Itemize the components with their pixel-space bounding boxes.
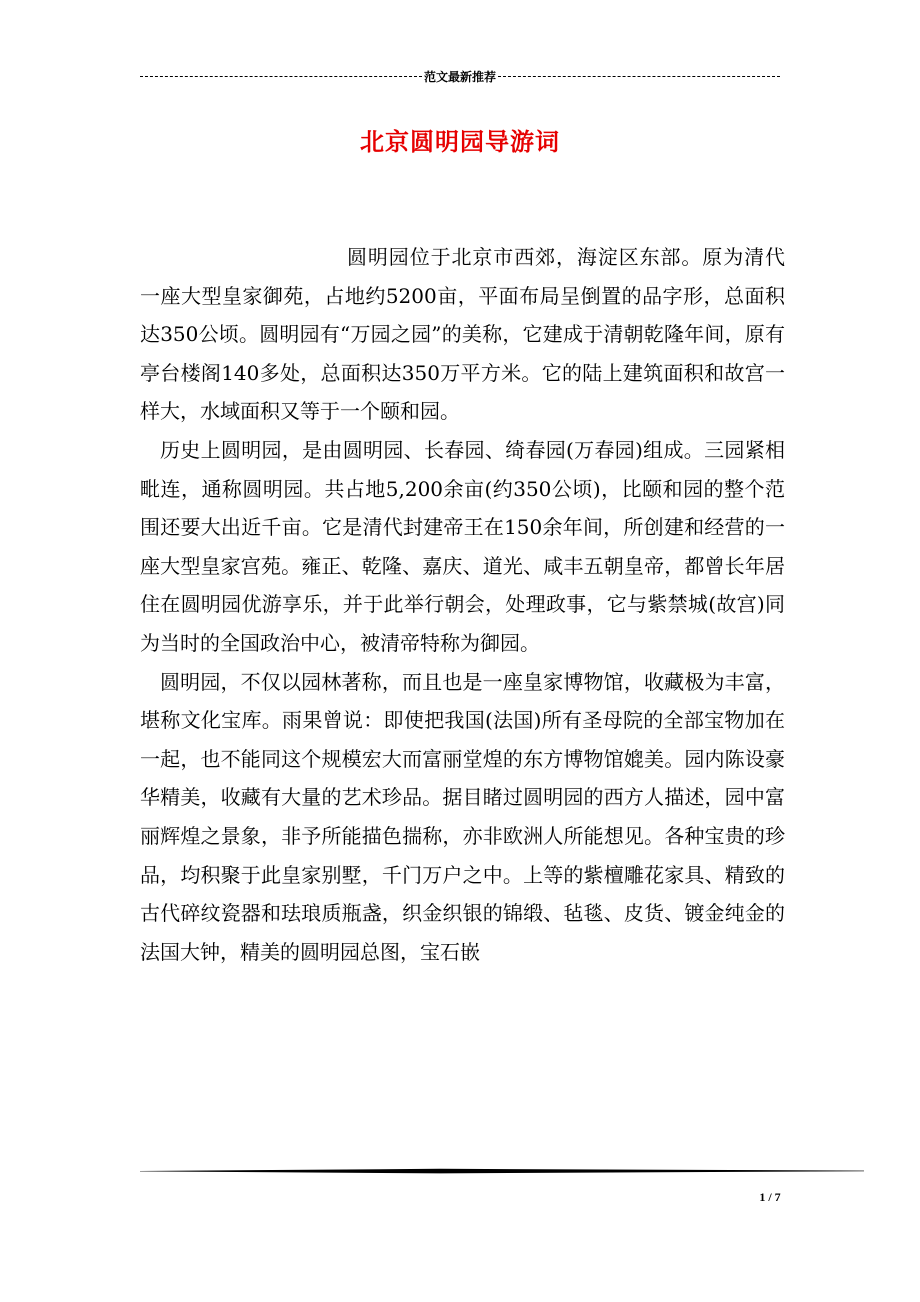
footer-rule	[140, 1168, 864, 1174]
paragraph: 历史上圆明园，是由圆明园、长春园、绮春园(万春园)组成。三园紧相毗连，通称圆明园。共占地5,200余亩(约350公顷)，比颐和园的整个范围还要大出近千亩。它是清代封建帝王在150余年间，所创建和经营的一座大型皇家宫苑。雍正、乾隆、嘉庆、道光、咸丰五朝皇帝，都曾长年居住在圆明园优游享乐，并于此举行朝会，处理政事，它与紫禁城(故宫)同为当时的全国政治中心，被清帝特称为御园。	[140, 437, 785, 655]
header-dashes-right	[498, 76, 780, 77]
page-number: 1 / 7	[759, 1190, 781, 1204]
paragraph: 圆明园位于北京市西郊，海淀区东部。原为清代一座大型皇家御苑，占地约5200亩，平面布局呈倒置的品字形，总面积达350公顷。圆明园有“万园之园”的美称，它建成于清朝乾隆年间，原有亭台楼阁140多处，总面积达350万平方米。它的陆上建筑面积和故宫一样大，水域面积又等于一个颐和园。	[140, 245, 785, 424]
document-title: 北京圆明园导游词	[360, 127, 560, 156]
paragraph: 圆明园，不仅以园林著称，而且也是一座皇家博物馆，收藏极为丰富，堪称文化宝库。雨果曾说：即使把我国(法国)所有圣母院的全部宝物加在一起，也不能同这个规模宏大而富丽堂煌的东方博物馆媲美。园内陈设豪华精美，收藏有大量的艺术珍品。据目睹过圆明园的西方人描述，园中富丽辉煌之景象，非予所能描色揣称，亦非欧洲人所能想见。各种宝贵的珍品，均积聚于此皇家别墅，千门万户之中。上等的紫檀雕花家具、精致的古代碎纹瓷器和珐琅质瓶盏，织金织银的锦缎、毡毯、皮货、镀金纯金的法国大钟，精美的圆明园总图，宝石嵌	[140, 669, 785, 964]
page-header	[140, 66, 780, 86]
header-label: 范文最新推荐	[424, 69, 497, 84]
header-dashes-left	[140, 76, 422, 77]
document-body	[140, 238, 785, 971]
